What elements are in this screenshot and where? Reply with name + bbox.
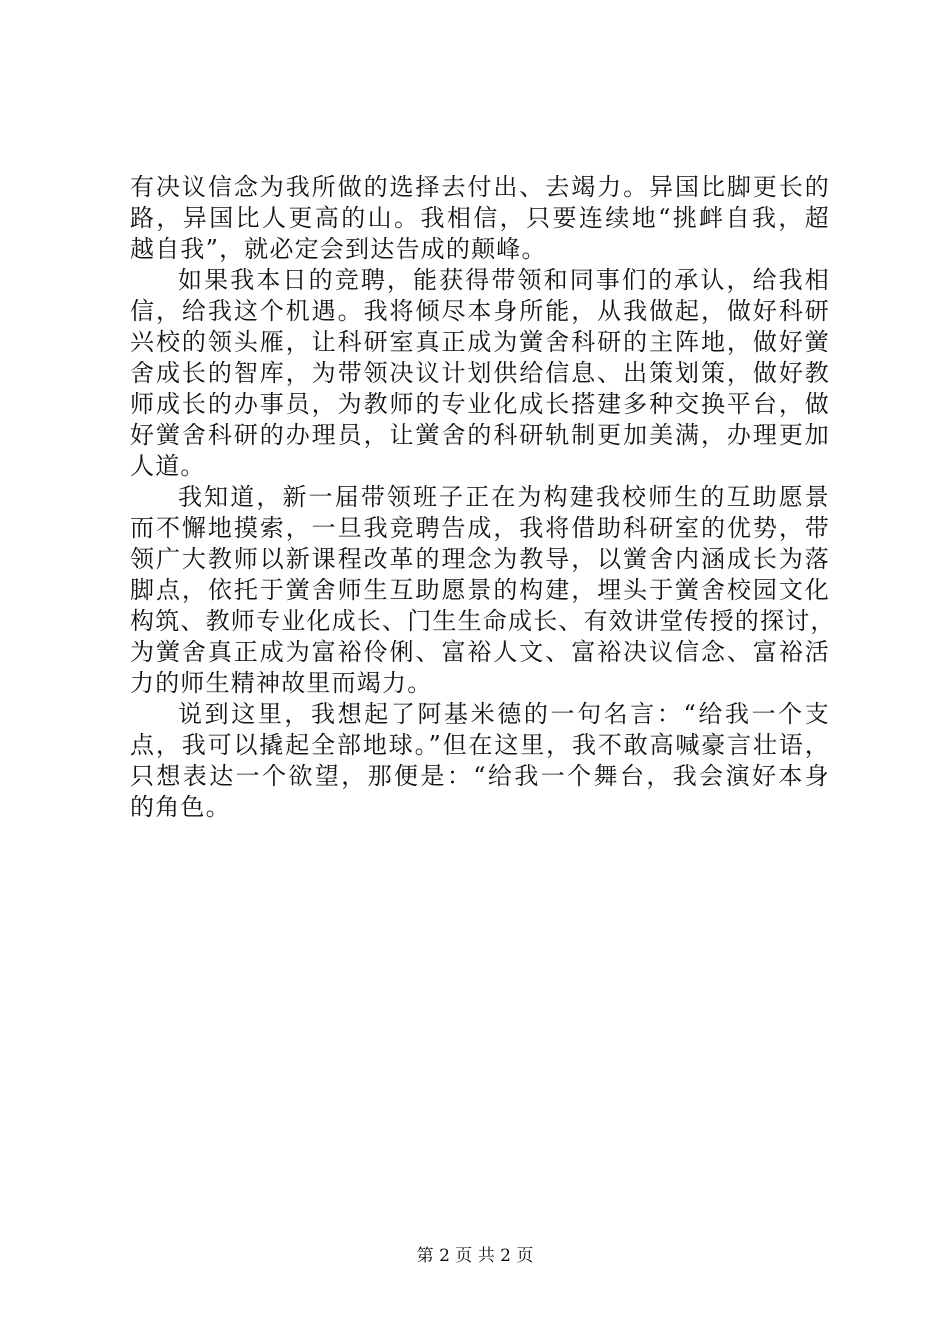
text-line: 只想表达一个欲望，那便是：“给我一个舞台，我会演好本身: [130, 762, 830, 790]
page-number-footer: 第 2 页 共 2 页: [416, 1246, 534, 1266]
document-body: [130, 172, 836, 823]
text-line: 点，我可以撬起全部地球。”但在这里，我不敢高喊豪言壮语，: [130, 731, 830, 759]
text-line: 舍成长的智库，为带领决议计划供给信息、出策划策，做好教: [130, 359, 830, 387]
text-line: 力的师生精神故里而竭力。: [130, 669, 433, 697]
text-line: 师成长的办事员，为教师的专业化成长搭建多种交换平台，做: [130, 390, 830, 418]
text-line: 构筑、教师专业化成长、门生生命成长、有效讲堂传授的探讨，: [130, 607, 836, 635]
text-line: 脚点，依托于黉舍师生互助愿景的构建，埋头于黉舍校园文化: [130, 576, 830, 604]
text-line: 越自我”，就必定会到达告成的颠峰。: [130, 235, 547, 263]
text-line: 为黉舍真正成为富裕伶俐、富裕人文、富裕决议信念、富裕活: [130, 638, 830, 666]
text-line: 有决议信念为我所做的选择去付出、去竭力。异国比脚更长的: [130, 173, 830, 201]
text-line: 路，异国比人更高的山。我相信，只要连续地“挑衅自我，超: [130, 204, 830, 232]
text-line: 的角色。: [130, 793, 231, 821]
paragraph-first-line: 说到这里，我想起了阿基米德的一句名言：“给我一个支: [178, 700, 830, 728]
paragraph-first-line: 如果我本日的竞聘，能获得带领和同事们的承认，给我相: [178, 266, 830, 294]
text-line: 领广大教师以新课程改革的理念为教导，以黉舍内涵成长为落: [130, 545, 830, 573]
text-line: 兴校的领头雁，让科研室真正成为黉舍科研的主阵地，做好黉: [130, 328, 830, 356]
text-line: 信，给我这个机遇。我将倾尽本身所能，从我做起，做好科研: [130, 297, 830, 325]
paragraph-first-line: 我知道，新一届带领班子正在为构建我校师生的互助愿景: [178, 483, 830, 511]
text-line: 人道。: [130, 452, 206, 480]
text-line: 而不懈地摸索，一旦我竞聘告成，我将借助科研室的优势，带: [130, 514, 830, 542]
text-line: 好黉舍科研的办理员，让黉舍的科研轨制更加美满，办理更加: [130, 421, 830, 449]
